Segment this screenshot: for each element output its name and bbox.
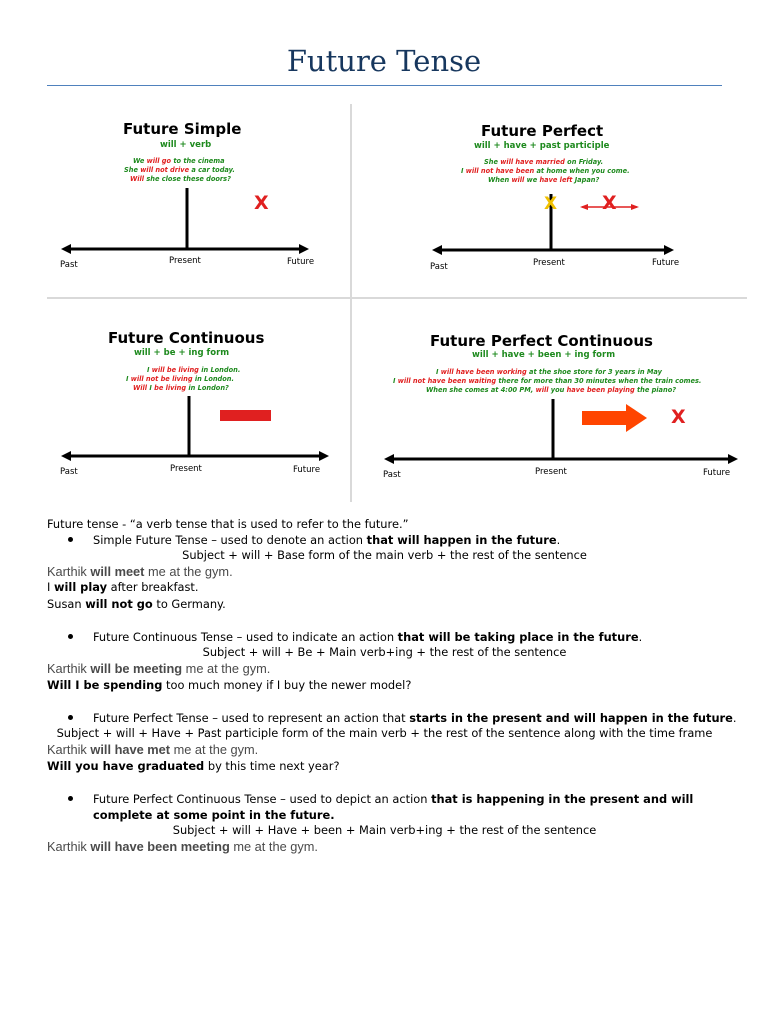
section-future-perfect-continuous: Future Perfect Continuous Tense – used to depict an action that is happening in the present and will (93, 792, 694, 806)
panel-title: Future Simple (123, 120, 242, 138)
arrow-right-icon (299, 244, 309, 254)
arrow-right-icon (631, 204, 639, 210)
panel-formula: will + have + been + ing form (472, 350, 616, 360)
panel-title: Future Perfect (481, 122, 604, 140)
axis-label-future: Future (652, 258, 680, 268)
structure-formula: Subject + will + Have + been + Main verb+ing + the rest of the sentence (172, 823, 597, 837)
axis-label-present: Present (170, 464, 202, 474)
example-sentence: Karthik will have been meeting me at the gym. (47, 839, 318, 854)
example-sentence: Karthik will meet me at the gym. (47, 564, 233, 579)
title-rule (47, 85, 722, 86)
example-line: When she comes at 4:00 PM, will you have been playing the piano? (426, 386, 677, 394)
duration-arrow-shaft (582, 411, 626, 425)
arrow-right-icon (319, 451, 329, 461)
example-sentence: Karthik will have met me at the gym. (47, 742, 259, 757)
axis-label-future: Future (293, 465, 321, 475)
structure-formula: Subject + will + Base form of the main verb + the rest of the sentence (182, 548, 587, 562)
page-title: Future Tense (286, 44, 482, 78)
example-line: We will go to the cinema (133, 157, 225, 165)
axis-label-future: Future (287, 257, 315, 267)
arrow-left-icon (61, 451, 71, 461)
structure-formula: Subject + will + Be + Main verb+ing + the rest of the sentence (202, 645, 567, 659)
x-mark-icon: X (544, 194, 558, 214)
axis-label-future: Future (703, 468, 731, 478)
example-line: When will we have left Japan? (488, 176, 600, 184)
example-sentence: Karthik will be meeting me at the gym. (47, 661, 271, 676)
panel-title: Future Continuous (108, 329, 265, 347)
example-sentence: Will you have graduated by this time next year? (47, 759, 340, 773)
section-future-perfect: Future Perfect Tense – used to represent an action that starts in the present and will happen in the future. (93, 711, 737, 725)
bullet-icon (68, 537, 73, 542)
x-mark-icon: X (602, 192, 617, 214)
axis-label-past: Past (430, 262, 448, 272)
axis-label-present: Present (533, 258, 565, 268)
example-line: I will not be living in London. (126, 375, 234, 383)
example-line: She will not drive a car today. (124, 166, 235, 174)
bullet-icon (68, 715, 73, 720)
example-line: I will not have been at home when you come. (461, 167, 630, 175)
bullet-icon (68, 796, 73, 801)
bullet-icon (68, 634, 73, 639)
example-line: I will have been working at the shoe store for 3 years in May (436, 368, 662, 376)
arrow-left-icon (384, 454, 394, 464)
example-line: Will she close these doors? (130, 175, 231, 183)
example-line: I will be living in London. (147, 366, 241, 374)
arrow-right-icon (728, 454, 738, 464)
axis-label-past: Past (383, 470, 401, 480)
panel-formula: will + have + past participle (474, 141, 610, 151)
example-line: Will I be living in London? (133, 384, 229, 392)
example-line: I will not have been waiting there for more than 30 minutes when the train comes. (393, 377, 702, 385)
arrow-left-icon (61, 244, 71, 254)
axis-label-past: Past (60, 467, 78, 477)
arrow-left-icon (580, 204, 588, 210)
x-mark-icon: X (254, 192, 269, 214)
arrow-right-icon (664, 245, 674, 255)
section-future-continuous: Future Continuous Tense – used to indicate an action that will be taking place in the future. (93, 630, 643, 644)
panel-formula: will + verb (160, 140, 212, 150)
arrow-left-icon (432, 245, 442, 255)
intro-text: Future tense - “a verb tense that is used to refer to the future.” (47, 517, 409, 531)
arrow-right-icon (626, 404, 647, 432)
axis-label-present: Present (169, 256, 201, 266)
structure-formula: Subject + will + Have + Past participle form of the main verb + the rest of the sentence along with the time frame (56, 726, 713, 740)
section-future-perfect-continuous-cont: complete at some point in the future. (93, 808, 335, 822)
duration-bar (220, 410, 271, 421)
axis-label-past: Past (60, 260, 78, 270)
panel-formula: will + be + ing form (134, 348, 230, 358)
example-sentence: Susan will not go to Germany. (47, 597, 226, 611)
example-sentence: Will I be spending too much money if I buy the newer model? (47, 678, 412, 692)
example-line: She will have married on Friday. (484, 158, 604, 166)
panel-title: Future Perfect Continuous (430, 332, 653, 350)
example-sentence: I will play after breakfast. (47, 580, 199, 594)
section-simple-future: Simple Future Tense – used to denote an action that will happen in the future. (93, 533, 561, 547)
x-mark-icon: X (671, 406, 686, 428)
axis-label-present: Present (535, 467, 567, 477)
timeline-diagram (47, 104, 350, 297)
